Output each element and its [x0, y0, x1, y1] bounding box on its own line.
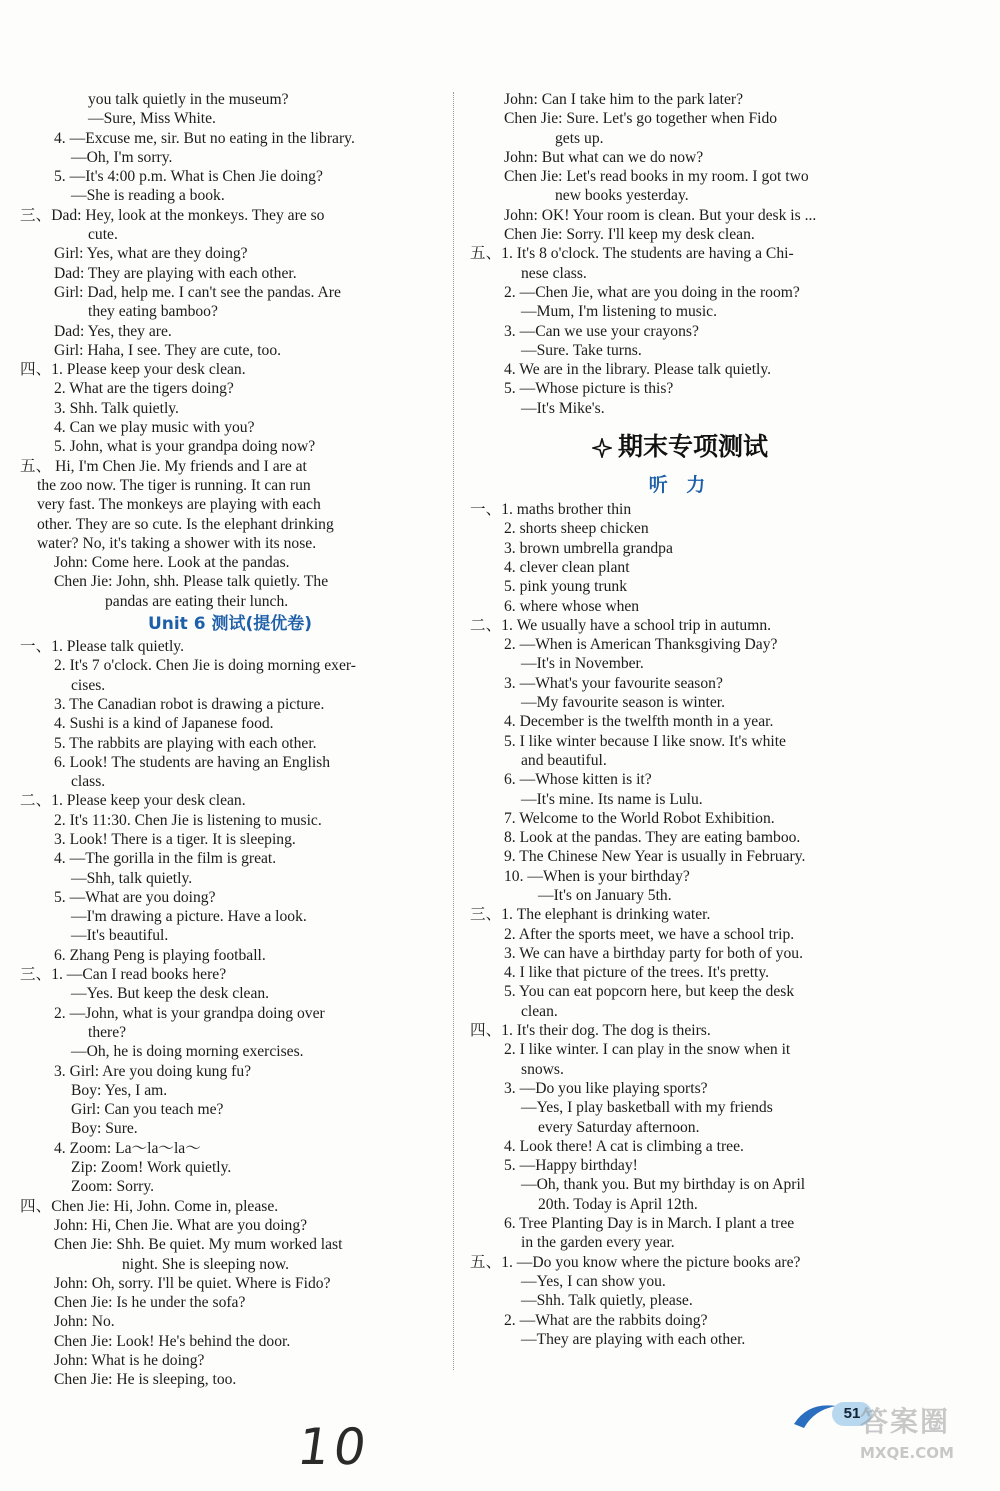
text-line: 一、1. maths brother thin — [470, 501, 632, 519]
watermark-logo — [860, 1400, 1000, 1491]
text-line: 3. We can have a birthday party for both of you. — [504, 944, 803, 962]
text-line: you talk quietly in the museum? — [88, 91, 289, 108]
text-line: 10. —When is your birthday? — [504, 867, 690, 885]
text-line: Girl: Yes, what are they doing? — [54, 245, 248, 263]
text-line: clean. — [521, 1002, 558, 1020]
text-line: 4. —Excuse me, sir. But no eating in the library. — [54, 129, 355, 147]
sub-heading: 听 力 — [648, 474, 712, 497]
text-line: they eating bamboo? — [88, 303, 218, 321]
text-line: Zip: Zoom! Work quietly. — [71, 1159, 232, 1177]
text-line: Boy: Yes, I am. — [71, 1081, 168, 1099]
text-line: —Yes. But keep the desk clean. — [71, 985, 270, 1003]
text-line: —Oh, I'm sorry. — [71, 148, 173, 166]
text-line: Chen Jie: Sorry. I'll keep my desk clean. — [504, 226, 755, 244]
handwritten-mark: 10 — [293, 1418, 374, 1476]
text-line: 4. Zoom: La～la～la～ — [54, 1139, 201, 1157]
text-line: nese class. — [521, 264, 587, 282]
text-line: 4. Can we play music with you? — [54, 419, 255, 437]
text-line: —Shh. Talk quietly, please. — [521, 1292, 693, 1310]
text-line: 三、1. The elephant is drinking water. — [470, 906, 711, 924]
text-line: —Shh, talk quietly. — [71, 869, 193, 887]
text-line: cute. — [88, 226, 118, 244]
unit-heading: Unit 6 测试(提优卷) — [147, 614, 313, 635]
sparkle-icon — [592, 438, 612, 458]
text-line: Chen Jie: Is he under the sofa? — [54, 1294, 246, 1312]
text-line: 4. clever clean plant — [504, 558, 630, 576]
text-line: Chen Jie: Look! He's behind the door. — [54, 1332, 291, 1350]
text-line: 3. Look! There is a tiger. It is sleeping. — [54, 830, 296, 848]
text-line: 4. I like that picture of the trees. It's pretty. — [504, 964, 770, 982]
text-line: 一、1. Please talk quietly. — [20, 638, 184, 656]
text-line: —They are playing with each other. — [521, 1330, 746, 1348]
text-line: —It's mine. Its name is Lulu. — [521, 790, 703, 808]
text-line: 4. December is the twelfth month in a year. — [504, 713, 774, 731]
text-line: night. She is sleeping now. — [122, 1255, 290, 1273]
text-line: very fast. The monkeys are playing with each — [37, 496, 321, 514]
text-line: 三、Dad: Hey, look at the monkeys. They are so — [20, 206, 325, 224]
text-line: 3. brown umbrella grandpa — [504, 539, 673, 557]
column-divider — [453, 92, 454, 1370]
text-line: 6. —Whose kitten is it? — [504, 771, 652, 789]
text-line: and beautiful. — [521, 751, 607, 769]
text-line: Dad: They are playing with each other. — [54, 264, 297, 282]
text-line: —Oh, he is doing morning exercises. — [71, 1043, 304, 1061]
text-line: 二、1. We usually have a school trip in autumn. — [470, 616, 772, 634]
text-line: Girl: Haha, I see. They are cute, too. — [54, 341, 282, 359]
text-line: —Mum, I'm listening to music. — [521, 303, 717, 321]
text-line: new books yesterday. — [555, 187, 689, 205]
text-line: John: Come here. Look at the pandas. — [54, 554, 290, 572]
text-line: 6. Zhang Peng is playing football. — [54, 946, 266, 964]
text-line: other. They are so cute. Is the elephant drinking — [37, 515, 334, 533]
text-line: gets up. — [555, 129, 604, 147]
text-line: 3. The Canadian robot is drawing a picture. — [54, 695, 325, 713]
text-line: —Sure, Miss White. — [88, 110, 216, 128]
text-line: 五、 Hi, I'm Chen Jie. My friends and I are at — [20, 457, 307, 475]
text-line: 2. It's 11:30. Chen Jie is listening to music. — [54, 811, 322, 829]
text-line: Girl: Dad, help me. I can't see the pandas. Are — [54, 283, 341, 301]
text-line: 6. where whose when — [504, 597, 640, 615]
left-column — [20, 90, 440, 1390]
text-line: every Saturday afternoon. — [538, 1118, 700, 1136]
text-line: —I'm drawing a picture. Have a look. — [71, 908, 307, 926]
text-line: —Yes, I can show you. — [521, 1272, 666, 1290]
text-line: 四、Chen Jie: Hi, John. Come in, please. — [20, 1197, 279, 1215]
text-line: John: But what can we do now? — [504, 148, 704, 166]
text-line: John: OK! Your room is clean. But your desk is ... — [504, 206, 817, 224]
text-line: 20th. Today is April 12th. — [538, 1195, 698, 1213]
text-line: 6. Look! The students are having an English — [54, 753, 331, 771]
text-line: 4. We are in the library. Please talk quietly. — [504, 361, 772, 379]
text-line: class. — [71, 773, 106, 791]
text-line: 2. —Chen Jie, what are you doing in the room? — [504, 283, 800, 301]
text-line: —It's on January 5th. — [538, 886, 672, 904]
watermark-line1: 答案圈 — [860, 1405, 951, 1438]
text-line: Zoom: Sorry. — [71, 1178, 155, 1196]
text-line: 4. Sushi is a kind of Japanese food. — [54, 715, 274, 733]
text-line: Boy: Sure. — [71, 1120, 138, 1138]
text-line: —She is reading a book. — [71, 187, 225, 205]
text-line: 5. pink young trunk — [504, 578, 628, 596]
text-line: —Oh, thank you. But my birthday is on April — [521, 1176, 806, 1194]
text-line: —It's in November. — [521, 655, 644, 673]
text-line: 3. Girl: Are you doing kung fu? — [54, 1062, 252, 1080]
text-line: 8. Look at the pandas. They are eating bamboo. — [504, 829, 801, 847]
text-line: 四、1. It's their dog. The dog is theirs. — [470, 1022, 711, 1040]
text-line: the zoo now. The tiger is running. It can run — [37, 476, 311, 494]
section-title — [470, 424, 890, 470]
text-line: 5. You can eat popcorn here, but keep the desk — [504, 983, 795, 1001]
text-line: 5. The rabbits are playing with each other. — [54, 734, 317, 752]
text-line: 5. —Happy birthday! — [504, 1157, 638, 1175]
text-line: 5. John, what is your grandpa doing now? — [54, 438, 316, 456]
text-line: 2. —What are the rabbits doing? — [504, 1311, 708, 1329]
text-line: Dad: Yes, they are. — [54, 322, 172, 340]
text-line: 2. —John, what is your grandpa doing over — [54, 1004, 325, 1022]
text-line: 9. The Chinese New Year is usually in February. — [504, 848, 806, 866]
text-line: 五、1. It's 8 o'clock. The students are having a Chi- — [470, 245, 794, 263]
text-line: 2. I like winter. I can play in the snow when it — [504, 1041, 791, 1059]
text-line: John: What is he doing? — [54, 1352, 205, 1369]
text-line: 3. —Do you like playing sports? — [504, 1079, 708, 1097]
text-line: 7. Welcome to the World Robot Exhibition. — [504, 809, 775, 827]
text-line: 5. —What are you doing? — [54, 888, 216, 906]
text-line: pandas are eating their lunch. — [105, 592, 289, 610]
text-line: —Sure. Take turns. — [521, 341, 642, 359]
watermark-line2: MXQE.COM — [860, 1444, 954, 1462]
text-line: Chen Jie: John, shh. Please talk quietly. The — [54, 573, 329, 591]
text-line: 4. —The gorilla in the film is great. — [54, 850, 277, 868]
text-line: John: Oh, sorry. I'll be quiet. Where is Fido? — [54, 1274, 331, 1292]
text-line: 3. —Can we use your crayons? — [504, 322, 699, 340]
text-line: —It's beautiful. — [71, 927, 169, 945]
page-number: 51 — [832, 1402, 872, 1426]
text-line: 3. —What's your favourite season? — [504, 674, 723, 692]
text-line: Chen Jie: He is sleeping, too. — [54, 1371, 237, 1389]
section-title-text: 期末专项测试 — [617, 432, 768, 462]
text-line: John: Can I take him to the park later? — [504, 91, 744, 108]
text-line: Chen Jie: Sure. Let's go together when Fido — [504, 110, 778, 128]
text-line: cises. — [71, 676, 106, 694]
text-line: water? No, it's taking a shower with its nose. — [37, 534, 317, 552]
text-line: Chen Jie: Let's read books in my room. I got two — [504, 168, 809, 186]
text-line: there? — [88, 1023, 127, 1041]
text-line: 五、1. —Do you know where the picture books are? — [470, 1253, 801, 1271]
text-line: 5. I like winter because I like snow. It's white — [504, 732, 786, 750]
text-line: in the garden every year. — [521, 1234, 675, 1252]
text-line: —Yes, I play basketball with my friends — [521, 1099, 773, 1117]
text-line: 5. —Whose picture is this? — [504, 380, 674, 398]
text-line: snows. — [521, 1060, 564, 1078]
text-line: John: Hi, Chen Jie. What are you doing? — [54, 1216, 308, 1234]
text-line: 3. Shh. Talk quietly. — [54, 399, 179, 417]
text-line: Chen Jie: Shh. Be quiet. My mum worked last — [54, 1236, 343, 1254]
text-line: 2. shorts sheep chicken — [504, 520, 649, 538]
text-line: 5. —It's 4:00 p.m. What is Chen Jie doing? — [54, 168, 323, 186]
text-line: John: No. — [54, 1313, 115, 1331]
text-line: 四、1. Please keep your desk clean. — [20, 361, 246, 379]
text-line: 三、1. —Can I read books here? — [20, 966, 227, 984]
text-line: 2. After the sports meet, we have a school trip. — [504, 925, 795, 943]
text-line: —My favourite season is winter. — [521, 694, 725, 712]
right-column — [470, 90, 890, 1349]
text-line: 2. —When is American Thanksgiving Day? — [504, 636, 778, 654]
text-line: 2. It's 7 o'clock. Chen Jie is doing morning exer- — [54, 657, 356, 675]
text-line: 4. Look there! A cat is climbing a tree. — [504, 1137, 744, 1155]
text-line: Girl: Can you teach me? — [71, 1101, 224, 1119]
text-line: 2. What are the tigers doing? — [54, 380, 234, 398]
text-line: 6. Tree Planting Day is in March. I plant a tree — [504, 1215, 795, 1233]
text-line: 二、1. Please keep your desk clean. — [20, 792, 246, 810]
text-line: —It's Mike's. — [521, 399, 605, 417]
